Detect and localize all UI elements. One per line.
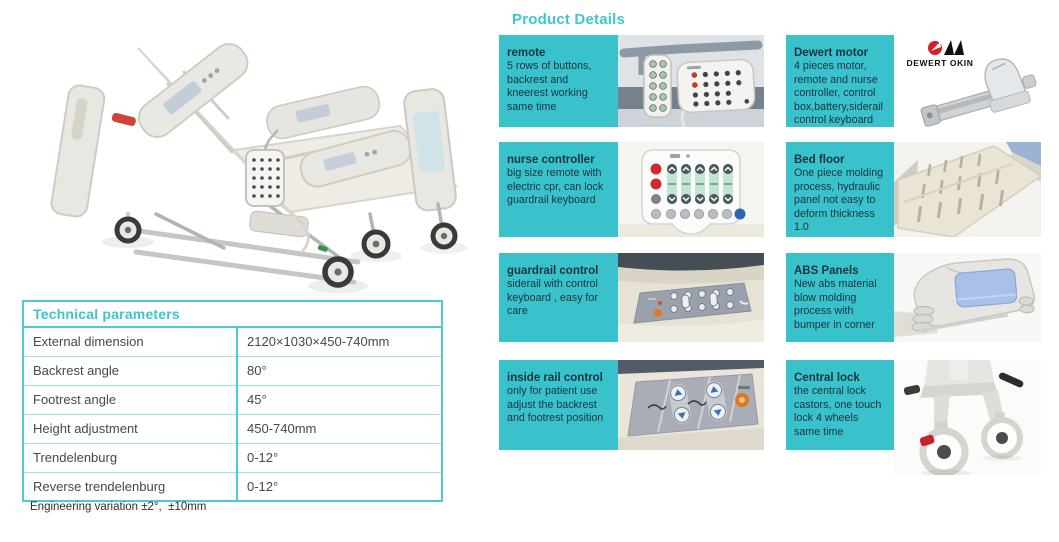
table-row bbox=[23, 443, 442, 472]
product-details-right-column bbox=[786, 35, 1041, 505]
card-text-box bbox=[499, 142, 618, 237]
card-bed-floor bbox=[786, 142, 1041, 237]
card-title: Dewert motor bbox=[794, 47, 869, 59]
central-lock-castor-photo bbox=[894, 360, 1041, 475]
nurse-controller-photo bbox=[618, 142, 764, 237]
card-desc: New abs material blow molding process with bumper in corner bbox=[794, 278, 877, 331]
card-nurse-controller bbox=[499, 142, 764, 237]
card-guardrail-control bbox=[499, 253, 764, 342]
card-desc: the central lock castors, one touch lock 4 wheels same time bbox=[794, 385, 882, 438]
hospital-bed-illustration bbox=[18, 0, 468, 294]
guardrail-control-photo bbox=[618, 253, 764, 342]
spec-value: 0-12° bbox=[237, 443, 442, 472]
card-dewert-motor bbox=[786, 35, 1041, 127]
card-desc: only for patient use adjust the backrest and footrest position bbox=[507, 385, 604, 424]
card-title: nurse controller bbox=[507, 154, 595, 166]
spec-label: Backrest angle bbox=[23, 356, 237, 385]
technical-parameters-table bbox=[22, 300, 443, 502]
card-text-box bbox=[786, 253, 894, 342]
card-text-box bbox=[499, 360, 618, 450]
card-desc: big size remote with electric cpr, can lock guardrail keyboard bbox=[507, 167, 604, 206]
spec-label: External dimension bbox=[23, 327, 237, 356]
card-title: ABS Panels bbox=[794, 265, 859, 277]
card-title: Central lock bbox=[794, 372, 860, 384]
card-desc: One piece molding process, hydraulic panel not easy to deform thickness 1.0 bbox=[794, 167, 884, 233]
spec-value: 80° bbox=[237, 356, 442, 385]
spec-value: 2120×1030×450-740mm bbox=[237, 327, 442, 356]
card-abs-panels bbox=[786, 253, 1041, 342]
card-title: Bed floor bbox=[794, 154, 845, 166]
card-inside-rail-control bbox=[499, 360, 764, 450]
card-desc: 4 pieces motor, remote and nurse controller, control box,battery,siderail control keyboard bbox=[794, 60, 883, 126]
dewert-motor-photo bbox=[894, 35, 1041, 127]
spec-value: 450-740mm bbox=[237, 414, 442, 443]
card-text-box bbox=[499, 253, 618, 342]
card-desc: siderail with control keyboard , easy for care bbox=[507, 278, 598, 317]
card-text-box bbox=[786, 142, 894, 237]
dewert-okin-logo-text: DEWERT OKIN bbox=[906, 58, 974, 68]
spec-label: Trendelenburg bbox=[23, 443, 237, 472]
remote-photo bbox=[618, 35, 764, 127]
card-central-lock bbox=[786, 360, 1041, 450]
table-row bbox=[23, 327, 442, 356]
abs-panel-photo bbox=[894, 253, 1041, 342]
card-title: guardrail control bbox=[507, 265, 599, 277]
table-row bbox=[23, 356, 442, 385]
card-text-box bbox=[786, 35, 894, 127]
card-text-box bbox=[786, 360, 894, 450]
table-row bbox=[23, 414, 442, 443]
product-details-title: Product Details bbox=[512, 11, 626, 28]
card-title: remote bbox=[507, 47, 546, 59]
spec-value: 0-12° bbox=[237, 472, 442, 501]
inside-rail-control-photo bbox=[618, 360, 764, 450]
product-details-left-column bbox=[499, 35, 764, 495]
technical-parameters-section bbox=[22, 300, 443, 513]
spec-value: 45° bbox=[237, 385, 442, 414]
table-title: Technical parameters bbox=[23, 301, 442, 327]
spec-label: Height adjustment bbox=[23, 414, 237, 443]
card-desc: 5 rows of buttons, backrest and kneerest working same time bbox=[507, 60, 592, 113]
bed-floor-photo bbox=[894, 142, 1041, 237]
engineering-variation-note: Engineering variation ±2°, ±10mm bbox=[30, 501, 207, 513]
table-row bbox=[23, 472, 442, 501]
card-title: inside rail control bbox=[507, 372, 603, 384]
card-text-box bbox=[499, 35, 618, 127]
spec-label: Footrest angle bbox=[23, 385, 237, 414]
hospital-bed-photo bbox=[18, 0, 468, 294]
table-row bbox=[23, 385, 442, 414]
card-remote bbox=[499, 35, 764, 127]
spec-label: Reverse trendelenburg bbox=[23, 472, 237, 501]
